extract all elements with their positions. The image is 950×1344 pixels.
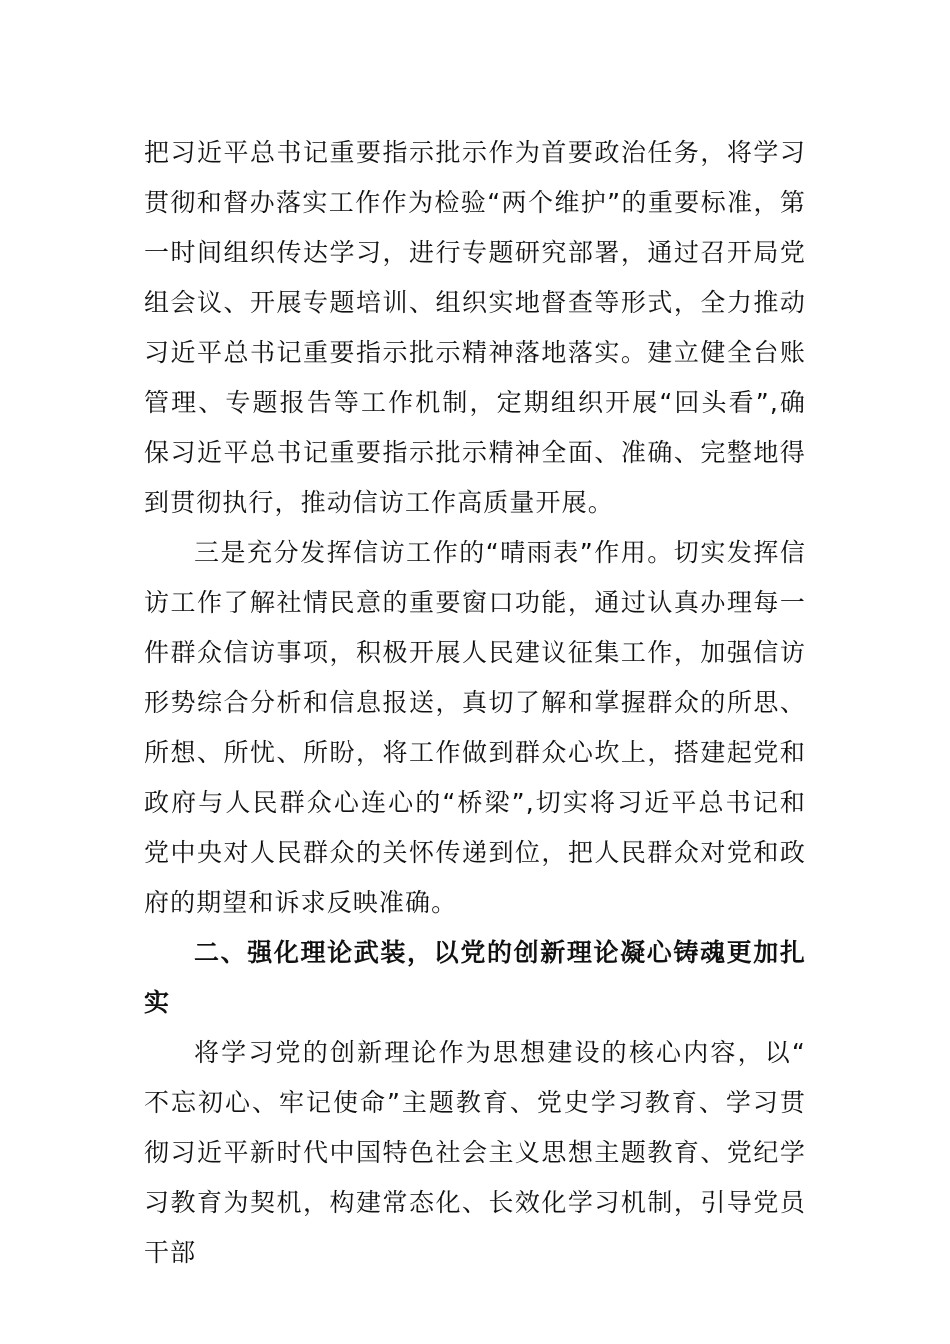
section-heading-two: 二、强化理论武装，以党的创新理论凝心铸魂更加扎实 [144, 938, 806, 1017]
paragraph-point-three: 三是充分发挥信访工作的“晴雨表”作用。切实发挥信访工作了解社情民意的重要窗口功能，通过认真办理每一件群众信访事项，积极开展人民建议征集工作，加强信访形势综合分析和信息报送，真切了解和掌握群众的所思、所想、所忧、所盼，将工作做到群众心坎上，搭建起党和政府与人民群众心连心的“桥梁”,切实将习近平总书记和党中央对人民群众的关怀传递到位，把人民群众对党和政府的期望和诉求反映准确。 [144, 538, 806, 917]
paragraph-continuation: 把习近平总书记重要指示批示作为首要政治任务，将学习贯彻和督办落实工作作为检验“两个维护”的重要标准，第一时间组织传达学习，进行专题研究部署，通过召开局党组会议、开展专题培训、组织实地督查等形式，全力推动习近平总书记重要指示批示精神落地落实。建立健全台账管理、专题报告等工作机制，定期组织开展“回头看”,确保习近平总书记重要指示批示精神全面、准确、完整地得到贯彻执行，推动信访工作高质量开展。 [144, 138, 806, 517]
document-body [144, 128, 806, 1278]
paragraph-theory-study: 将学习党的创新理论作为思想建设的核心内容，以“不忘初心、牢记使命”主题教育、党史学习教育、学习贯彻习近平新时代中国特色社会主义思想主题教育、党纪学习教育为契机，构建常态化、长效化学习机制，引导党员干部 [144, 1038, 806, 1267]
